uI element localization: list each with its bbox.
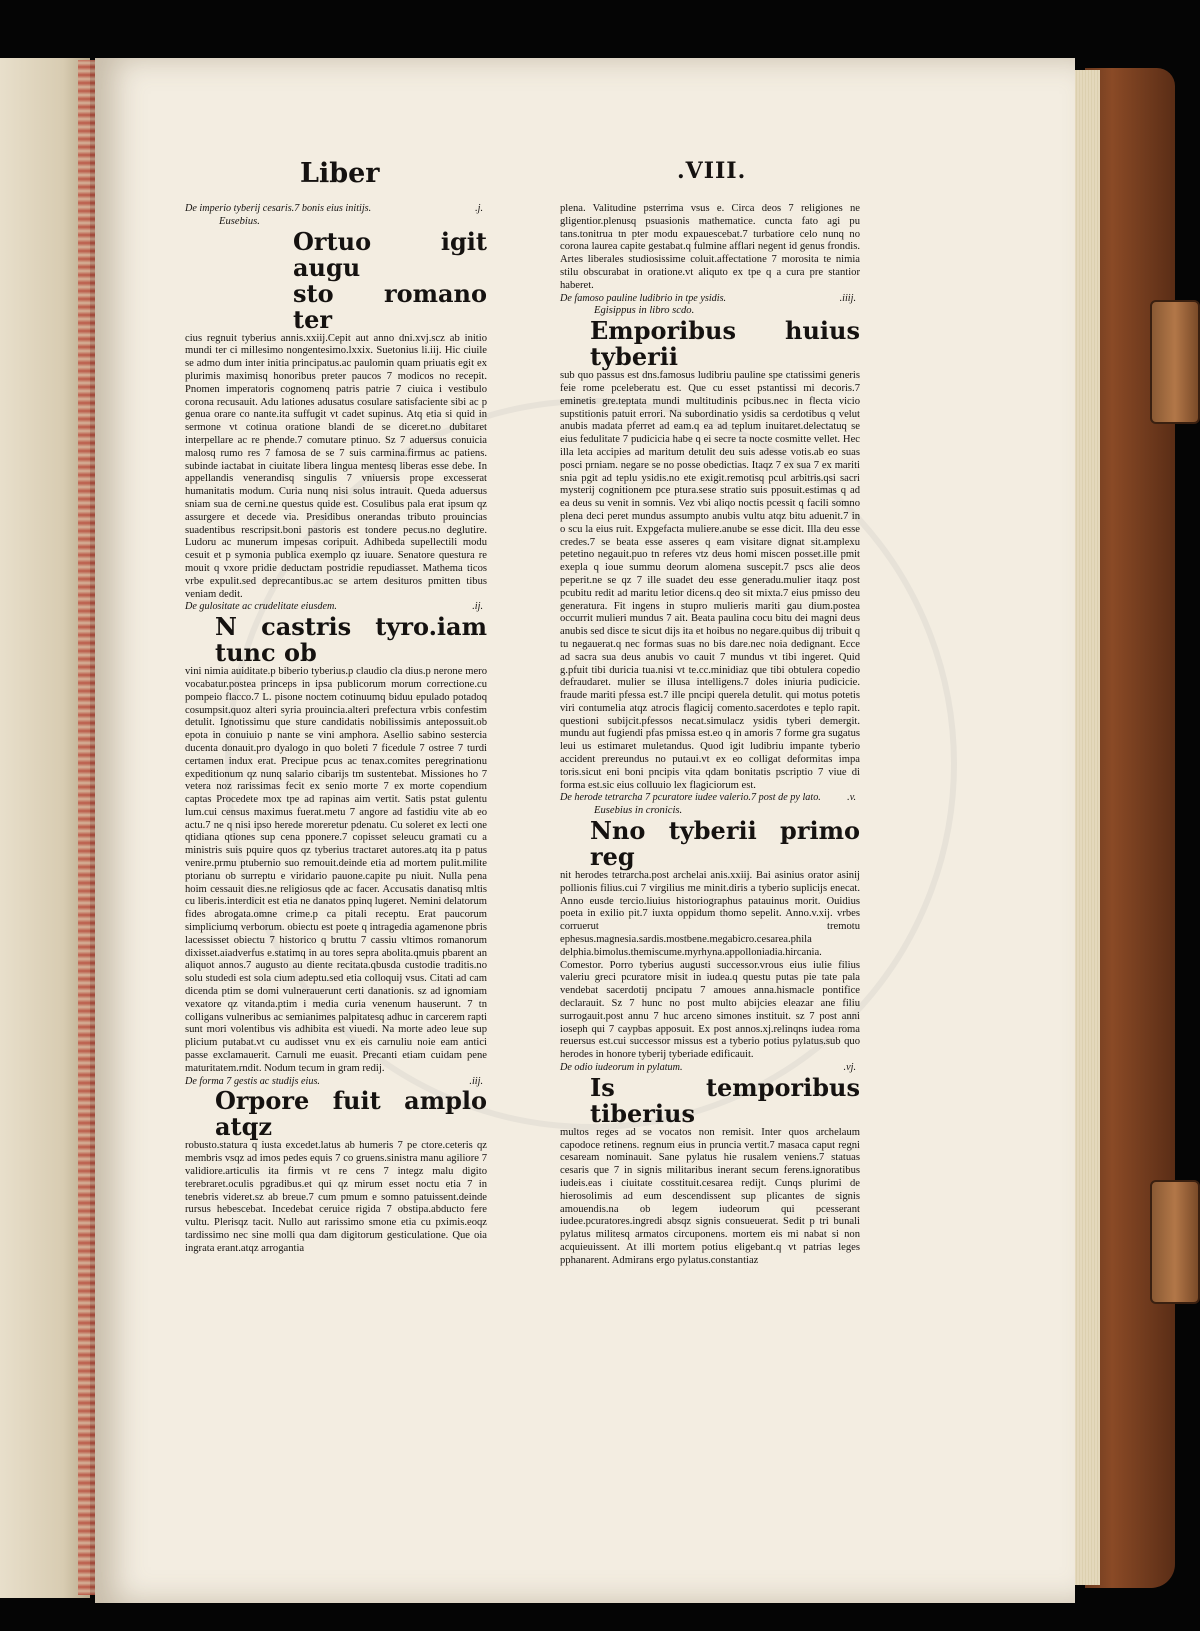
- source-label: Eusebius in cronicis.: [594, 805, 683, 817]
- opening-line: Orpore fuit amplo atqz: [215, 1086, 487, 1142]
- source-label: Eusebius.: [219, 215, 260, 227]
- rubric-5: [560, 792, 860, 805]
- right-page: [95, 58, 1075, 1603]
- rubric-4: [560, 293, 860, 306]
- running-head-left: Liber: [300, 158, 380, 189]
- left-column: [185, 203, 487, 1256]
- body-text: multos reges ad se vocatos non remisit. Inter quos archelaum capodoce retinens. regnum eius in pruncia vertit.7 masaca caput regni cesaream nominauit. Sane pylatus hie rusalem veniens.7 statuas cesaris que 7 in signis militaribus inerant secum ferens.ignoratibus iudeis.eas i ciuitate cosstituit.cesarea redijt. Cunqs plurimi de hierosolimis ad eum descendissent sup plicantes de signis amouendis.na ob legem iudeorum qui pcesserant iudee.pcuratores.ingredi absqz signis consueuerat. Sedit p tri bunali pylatus militesq armatos circuponens. mortem eis mi nabat si non acquieuissent. At illi mortem potius eligebant.q vt patrias leges pphanarent. Admirans ergo pylatus.constantiaz: [560, 1126, 860, 1266]
- body-text: sub quo passus est dns.famosus ludibriu pauline spe ctatissimi generis feie rome pceleberatu est. Que cu esset pstantissi mi decoris.7 eminetis gre.teptata mundi multitudinis pcibus.nec in flecta vicio supstitionis patuit errori. Na subordinatio ysidis sa cerdotibus q velut anubis madata pferret ad eam.q ea ad teplum inuitaret.delectatuq se eius fedulitate 7 pudicicia habe q ei secre ta nocte cosmitte vellet. Hec illa leta accipies ad maritum detulit deu suis adesse votis.ab eo suas posci prniam. negare se no posse obedictias. Itaqz 7 ex sua 7 ex mariti snia pgit ad teplu ysidis.no ete exigit.remotisq pcul arbitris.qsi sacri mysterij cognitionem pce ptura.sese stratio suis pposuit.estimas q ad ea deus su venit in somnis. Vez vbi aliqo noctis pcessit q facili somno plena deci peret mundus assumpto anubis vultu atqz bitu aduenit.7 in o scu la eius ruit. Expgefacta muliere.anube se esse dicit. Illa deu esse credes.7 se beata esse asseres q eam visitare dignat sit.amplexu petetino negauit.puo tn referes vtz deus homi miscen posset.ille pmit exepla q ioue summu deorum alomena suscepit.7 pscs alie deos peperit.ne se qz 7 ille suadet deu esse generadu.mulier itaqz post pcubitu redit ad maritu letior dicens.q deo sit mixta.7 eius pmisso deu generatura. Fit ingens in stupro mulieris mariti gau dium.postea occurrit mulieri mundus 7 ait. Beata paulina cocu bitu dei magni deus anubis sed disce te sicut dijs ita et hoibus no negare.quibus dij tribuit q tu negauerat.q nec formas suas no bis dare.nec noia dedignant. Ecce ad sacra sua deus anubis vo cauit 7 mundus vt tibi ingeret. Quid g.pfuit tibi duricia tua.nisi vt te.cc.minidiaz que tibi obtulera copedio defraudaret. mulier se illusa intelligens.7 doles iniuria pudicicie. fraude mariti pfessa est.7 ille pncipi querela detulit. qui motus potetis viri contumelia atqz atrocis flagicij comento.sacerdotes e teplo rapit. questioni subijcit.pfessos necat.simulacz ysidis tyberi demergit. mundu aut fugiendi pfas pmissa est.eo q in amoris 7 forme gra sugatus leui us estimaret muletandus. Quod igit ludibriu impante tyberio accident prereundus no putaui.vt ex eo colligat deformitas impa toris.sicut eni boni pncipis vita qdam bonitatis pscriptio 7 viue di forma est.sic eius colluuio lex flagiciorum est.: [560, 370, 860, 791]
- rubric-text: De imperio tyberij cesaris.7 bonis eius initijs.: [185, 203, 372, 214]
- left-page-edge: [0, 58, 90, 1598]
- opening-line: Emporibus huius tyberii: [590, 316, 860, 372]
- rubric-number: .j.: [475, 203, 483, 214]
- rubric-number: .ij.: [472, 601, 483, 613]
- rubric-number: .iij.: [469, 1075, 483, 1087]
- clasp-lower: [1150, 1180, 1200, 1304]
- body-text: vini nimia auiditate.p biberio tyberius.p claudio cla dius.p nerone mero vocabatur.postea princeps in ipsa publicorum morum correctione.cu pompeio flacco.7 L. pisone noctem cotinuumq biduu epulado potadoq cosumpsit.quoz alteri syria prouincia.alteri prefectura vrbis confestim detulit. Ignotissimu que sture candidatis nobilissimis antepossuit.ob epota in conuiuio p nante se vini amphora. Asellio sabino sestercia ducenta donauit.pro dyalogo in quo boleti 7 ficedule 7 ostree 7 turdi certamen indux erat. Precipue pcus ac tenax.comites peregrinationu expeditionum qz nunq salario cibarijs tm sustentebat. Missiones ho 7 vetera noz rarissimas fecit ex senio morte 7 ex morte copendium captas Procedete mox tpe ad rapinas aim vertit. Satis pstat gulentu lum.cui census maximus fuerat.metu 7 angore ad fastidiu vite ab eo actu.7 ne q nisi ipso herede moreretur pdenatu. Cu soleret ex lecti one qtidiana qtiones sup cena pponere.7 copisset seleucu gramati cu a ministris suis pquire quos qz tyberius tractaret autores.atq ita p patus venire.prmu ptubernio suo remouit.deinde etia ad mortem pulit.milite ptorianu ob surreptu e viridario pauone.capite pu niuit. Nulla pena hoim cessauit dies.ne religiosus qde ac facer. Accusatis danatisq mltis cu liberis.interdicit est etia ne danatos ppinq lugeret. Nemini delatorum fides abrogata.omne crime.p ca pitali receptu. Erat paucorum simpliciumq verborum. obiectu est poete q intragedia agamenone pbris lacessisset obiectu 7 historico q bruttu 7 cassiu vltimos romanorum dixisset.aiadverfus e.statimq in au tores sepra abolita.qmuis pbarent an aliquot annos.7 augusto au diente recitata.qbusda custodie traditis.no solu studedi est sola cium adeptu.sed etia colloquij vsus. Citati ad cam dicenda ptim se domi vulnerauerunt certi danationis. sz ad ignomiam vexatore qz vitanda.ptim i media curia venenum hauserunt. 7 tn colligans vulneribus ac semianimes palpitatesq adhuc in carcerem rapti sunt mori volentibus vis adhibita est viuedi. Na morte adeo leue sup plicium putabat.vt cu audisset vnu ex eis carnuliu noie eam antici passe exclamauerit. Carnuli me euasit. Precanti etiam cuidam pene maturitatem.rndit. Nodum tecum in gram redij.: [185, 666, 487, 1074]
- rubric-number: .iiij.: [839, 292, 856, 304]
- rubric-text: De forma 7 gestis ac studijs eius.: [185, 1075, 320, 1087]
- rubric-text: De gulositate ac crudelitate eiusdem.: [185, 601, 337, 613]
- opening-line: N castris tyro.iam tunc ob: [215, 612, 487, 668]
- rubric-1: [185, 203, 487, 216]
- right-column: [560, 203, 860, 1268]
- rubric-number: .vj.: [843, 1062, 856, 1074]
- clasp-upper: [1150, 300, 1200, 424]
- opening-line: Is temporibus tiberius: [590, 1072, 860, 1128]
- opening-line: Ortuo igit augu: [293, 226, 487, 282]
- rubric-text: De odio iudeorum in pylatum.: [560, 1062, 683, 1074]
- running-head-right: .VIII.: [677, 158, 747, 184]
- body-text: nit herodes tetrarcha.post archelai anis.xxiij. Bai asinius orator asinij pollionis filius.cui 7 virgilius me minit.diris a tyberio suplicijs enecat. Anno eusde tercio.liuius historiographus patauinus morit. Ouidius poeta in exilio pit.7 iuxta oppidum thomo sepelit. Anno.v.xij. vrbes corruerut tremotu ephesus.magnesia.sardis.mostbene.megabicro.cesarea.phila delphia.bimolus.themiscume.myrhyna.appolloniadia.hircania. Comestor. Porro tyberius augusti successor.vrous eius iulie filius valeriu greci pcuratore misit in iudea.q questu putas pie tate pala vendebat sacerdotij pncipatu 7 amoues anna.hismacle pontifice declarauit. Sz 7 hunc no post multo abijcies eleazar ane filiu surrogauit.post annu 7 huc arceno simones instituit. sz 7 post anni ioseph qui 7 caypbas apposuit. Ex post annos.xj.relinqns iudea roma reuersus est.cui successor missus est a tyberio potius pylatus.sub quo herodes in honore tyberij tyberiade edificauit.: [560, 870, 860, 1061]
- rubric-text: De herode tetrarcha 7 pcuratore iudee valerio.7 post de py lato.: [560, 792, 821, 804]
- opening-line: sto romano ter: [293, 278, 487, 334]
- opening-line: Nno tyberii primo reg: [590, 816, 860, 872]
- rubric-number: .v.: [847, 792, 856, 804]
- body-text: cius regnuit tyberius annis.xxiij.Cepit aut anno dni.xvj.scz ab initio mundi ter ci millesimo nongentesimo.lxxix. Suetonius li.iij. Hic ciuile se admo dum inter initia principatus.ac paulomin quam priuatis egit ex plurimis maximisq honoribus preter paucos 7 modicos no recepit. Pnomen imperatoris cognomenq patris patrie 7 ciuica i vestibulo corona recusauit. Adu lationes adusatus cosulare satisfaciente sibi ac p genua orare co nante.ita suffugit vt cadet supinus. Atq etia si quid in sermone vt cotinua oratione blandi de se diceret.no dubitaret interpellare ac re phende.7 comutare ptinuo. Sz 7 aduersus conuicia malosq rumo res 7 famosa de se 7 suis carmina.firmus ac patiens. subinde iactabat in ciuitate libera lingua mentesq liberas esse debe. In appellandis venerandisq singulis 7 vniuersis prope excesserat humanitatis modum. Curia nunq nisi solus intrauit. Queda aduersus sniam sua de cerni.ne questus quide est. Cosulibus pala erat ipsum qz assurgere et decede via. Presidibus onerandas tributo prouincias suadentibus rescripsit.boni pastoris est tondere pecus.no deglutire. Ludoru ac munerum impesas coripuit. Adhibeda supellectili modu cesuit et p symonia publica exemplo qz iuuare. Senatore questura re mouit q vxore pridie deductam postridie repudiasset. Mathema ticos vrbe expulit.sed deprecantibus.ac se artem desituros pmitten tibus veniam dedit.: [185, 332, 487, 600]
- rubric-text: De famoso pauline ludibrio in tpe ysidis.: [560, 292, 727, 304]
- source-label: Egisippus in libro scdo.: [594, 305, 695, 317]
- body-text: robusto.statura q iusta excedet.latus ab humeris 7 pe ctore.ceteris qz membris vsqz ad imos pedes equis 7 co gruens.sinistra manu agiliore 7 validiore.articulis ita firmis vt re cens 7 integz malu digito terebraret.oculis pgradibus.et qui qz mirum esset noctu etia 7 in tenebris videret.sz ab breue.7 cum pmum e somno patuissent.deinde rursus hebescebat. Incedebat ceruice rigida 7 obstipa.abducto fere vultu. Plerisqz tacit. Nullo aut rarissimo smone etia cu pximis.eoqz tardissimo nec sine molli qua dam digitorum gesticulatione. Que oia ingrata erant.atqz arrogantia: [185, 1140, 487, 1254]
- body-text: plena. Valitudine psterrima vsus e. Circa deos 7 religiones ne gligentior.plenusq psuasionis mathematice. cuncta fato agi pu tans.tonitrua tn pter modu expauescebat.7 turbatiore celo nunq no corona laurea capite gestabat.q fulmine afflari negent id genus frondis. Artes liberales studiosissime coluit.affectatione 7 morosita te nimia stilu obscurabat in oratione.vt aliquto ex tpe q a cura pre stantior haberet.: [560, 203, 860, 291]
